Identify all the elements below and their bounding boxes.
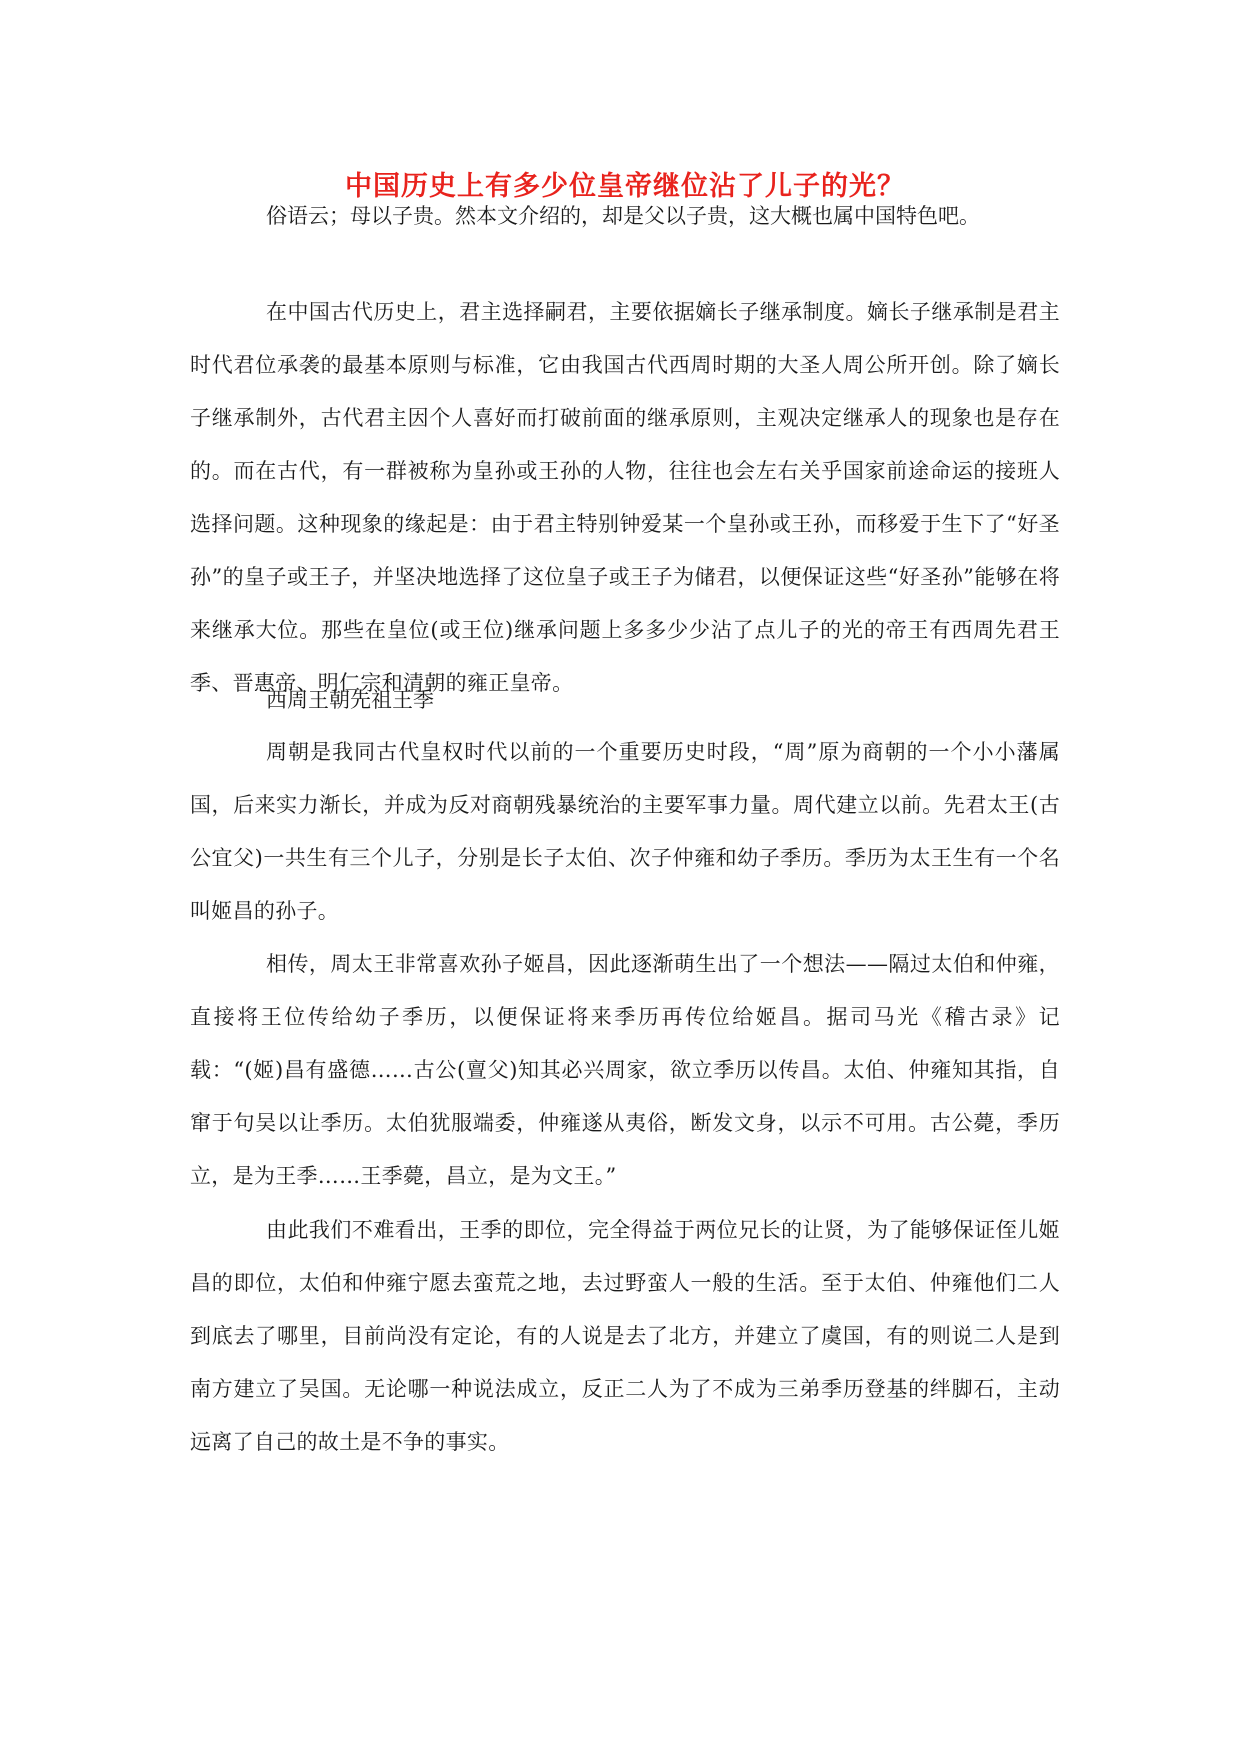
section-heading-wangji: 西周王朝先祖王季 [266, 688, 434, 712]
paragraph-conclusion: 由此我们不难看出，王季的即位，完全得益于两位兄长的让贤，为了能够保证侄儿姬昌的即位，太伯和仲雍宁愿去蛮荒之地，去过野蛮人一般的生活。至于太伯、仲雍他们二人到底去了哪里，目前尚没有定论，有的人说是去了北方，并建立了虞国，有的则说二人是到南方建立了吴国。无论哪一种说法成立，反正二人为了不成为三弟季历登基的绊脚石，主动远离了自己的故土是不争的事实。 [190, 1218, 1060, 1454]
lead-paragraph: 俗语云；母以子贵。然本文介绍的，却是父以子贵，这大概也属中国特色吧。 [266, 204, 980, 228]
paragraph-legend: 相传，周太王非常喜欢孙子姬昌，因此逐渐萌生出了一个想法——隔过太伯和仲雍，直接将王位传给幼子季历，以便保证将来季历再传位给姬昌。据司马光《稽古录》记载：“(姬)昌有盛德……古公(亶父)知其必兴周家，欲立季历以传昌。太伯、仲雍知其指，自窜于句吴以让季历。太伯犹服端委，仲雍遂从夷俗，断发文身，以示不可用。古公薨，季历立，是为王季……王季薨，昌立，是为文王。” [190, 952, 1060, 1188]
page-title: 中国历史上有多少位皇帝继位沾了儿子的光？ [345, 171, 905, 202]
paragraph-zhou-dynasty: 周朝是我同古代皇权时代以前的一个重要历史时段，“周”原为商朝的一个小小藩属国，后来实力渐长，并成为反对商朝残暴统治的主要军事力量。周代建立以前。先君太王(古公宜父)一共生有三个儿子，分别是长子太伯、次子仲雍和幼子季历。季历为太王生有一个名叫姬昌的孙子。 [190, 740, 1060, 923]
paragraph-intro: 在中国古代历史上，君主选择嗣君，主要依据嫡长子继承制度。嫡长子继承制是君主时代君位承袭的最基本原则与标准，它由我国古代西周时期的大圣人周公所开创。除了嫡长子继承制外，古代君主因个人喜好而打破前面的继承原则，主观决定继承人的现象也是存在的。而在古代，有一群被称为皇孙或王孙的人物，往往也会左右关乎国家前途命运的接班人选择问题。这种现象的缘起是：由于君主特别钟爱某一个皇孙或王孙，而移爱于生下了“好圣孙”的皇子或王子，并坚决地选择了这位皇子或王子为储君，以便保证这些“好圣孙”能够在将来继承大位。那些在皇位(或王位)继承问题上多多少少沾了点儿子的光的帝王有西周先君王季、晋惠帝、明仁宗和清朝的雍正皇帝。 [190, 300, 1060, 695]
